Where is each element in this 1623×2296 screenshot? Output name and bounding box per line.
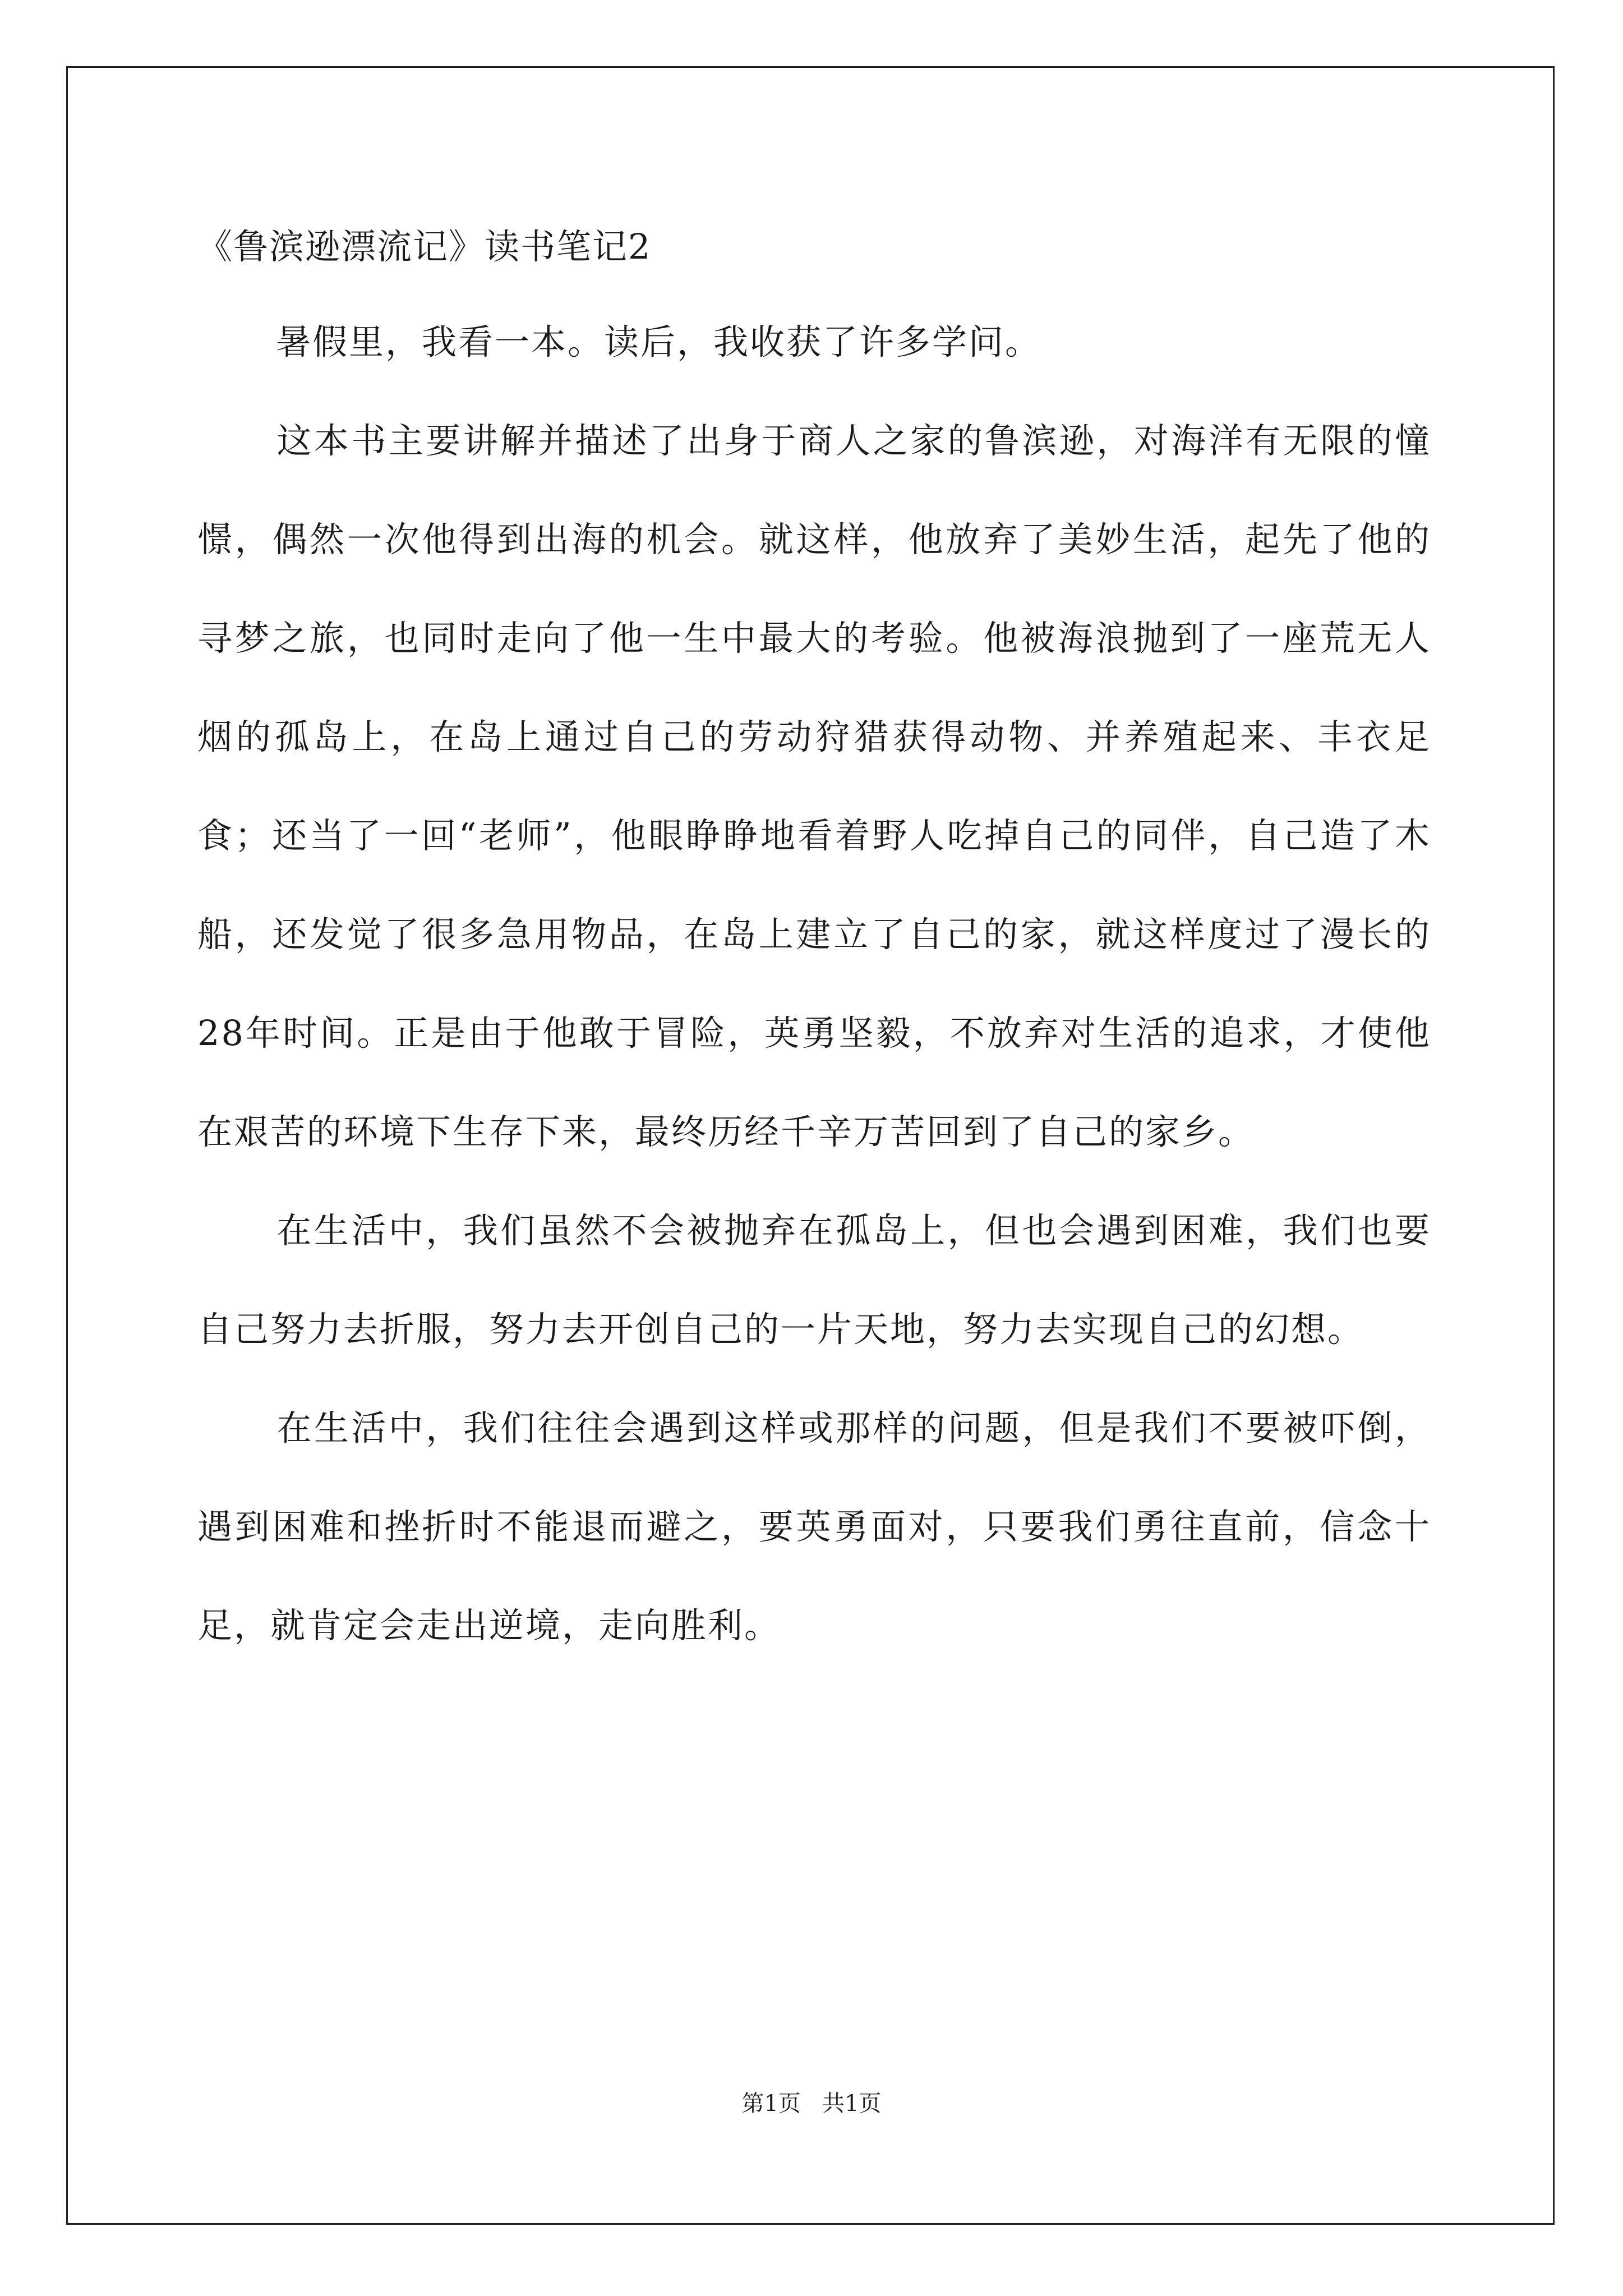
page-number-footer: 第1页 共1页 — [741, 2091, 882, 2116]
paragraph-text: 在生活中，我们虽然不会被抛弃在孤岛上，但也会遇到困难，我们也要自己努力去折服，努力去开创自己的一片天地，努力去实现自己的幻想。 — [197, 1210, 1431, 1350]
paragraph-text: 在生活中，我们往往会遇到这样或那样的问题，但是我们不要被吓倒，遇到困难和挫折时不能退而避之，要英勇面对，只要我们勇往直前，信念十足，就肯定会走出逆境，走向胜利。 — [197, 1407, 1431, 1646]
paragraph-intro — [197, 293, 1431, 392]
paragraph-reflection — [197, 1181, 1431, 1379]
paragraph-text: 暑假里，我看一本。读后，我收获了许多学问。 — [276, 321, 1042, 362]
document-title: 《鲁滨逊漂流记》读书笔记2 — [197, 226, 652, 267]
document-body — [197, 293, 1431, 1675]
paragraph-text: 这本书主要讲解并描述了出身于商人之家的鲁滨逊，对海洋有无限的憧憬，偶然一次他得到出海的机会。就这样，他放弃了美妙生活，起先了他的寻梦之旅，也同时走向了他一生中最大的考验。他被海浪抛到了一座荒无人烟的孤岛上，在岛上通过自己的劳动狩猎获得动物、并养殖起来、丰衣足食；还当了一回“老师”，他眼睁睁地看着野人吃掉自己的同伴，自己造了木船，还发觉了很多急用物品，在岛上建立了自己的家，就这样度过了漫长的28年时间。正是由于他敢于冒险，英勇坚毅，不放弃对生活的追求，才使他在艰苦的环境下生存下来，最终历经千辛万苦回到了自己的家乡。 — [197, 420, 1431, 1152]
paragraph-summary — [197, 392, 1431, 1181]
paragraph-conclusion — [197, 1379, 1431, 1675]
